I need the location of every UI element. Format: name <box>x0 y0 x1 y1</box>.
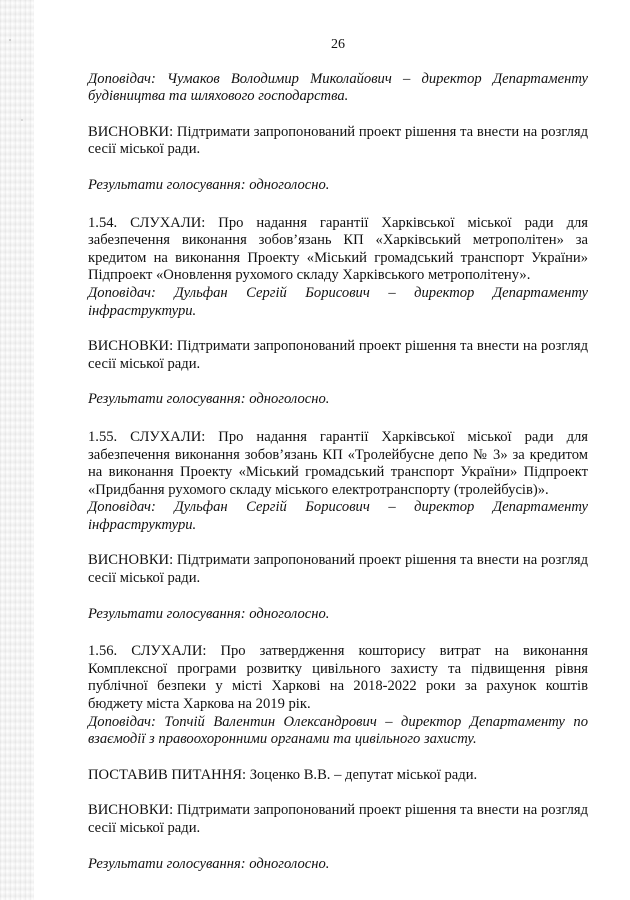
speaker-line: Доповідач: Топчій Валентин Олександрович – директор Департаменту по взаємодії з правоохоронними органами та цивільного захисту. <box>88 713 588 748</box>
speaker-line: Доповідач: Чумаков Володимир Миколайович – директор Департаменту будівництва та шляхового господарства. <box>88 70 588 105</box>
heard-item-1-56: 1.56. СЛУХАЛИ: Про затвердження кошторису витрат на виконання Комплексної програми розвитку цивільного захисту та підвищення рівня публічної безпеки у місті Харкові на 2018-2022 роки за рахунок коштів бюджету міста Харкова на 2019 рік. <box>88 643 588 713</box>
conclusion-line: ВИСНОВКИ: Підтримати запропонований проект рішення та внести на розгляд сесії міської ради. <box>88 802 588 836</box>
vote-result: Результати голосування: одноголосно. <box>88 391 330 408</box>
heard-item-1-54: 1.54. СЛУХАЛИ: Про надання гарантії Харківської міської ради для забезпечення виконання зобов’язань КП «Харківський метрополітен» за кредитом на виконання Проекту «Міський громадський транспорт України» Підпроект «Оновлення рухомого складу Харківського метрополітену». <box>88 214 588 284</box>
vote-result: Результати голосування: одноголосно. <box>88 855 330 872</box>
conclusion-line: ВИСНОВКИ: Підтримати запропонований проект рішення та внести на розгляд сесії міської ради. <box>88 338 588 372</box>
speaker-line: Доповідач: Дульфан Сергій Борисович – директор Департаменту інфраструктури. <box>88 284 588 319</box>
vote-result: Результати голосування: одноголосно. <box>88 605 330 622</box>
vote-result: Результати голосування: одноголосно. <box>88 176 330 193</box>
conclusion-line: ВИСНОВКИ: Підтримати запропонований проект рішення та внести на розгляд сесії міської ради. <box>88 123 588 158</box>
page-number: 26 <box>331 37 345 52</box>
scan-edge-artifact <box>0 0 34 900</box>
speaker-line: Доповідач: Дульфан Сергій Борисович – директор Департаменту інфраструктури. <box>88 499 588 533</box>
question-line: ПОСТАВИВ ПИТАННЯ: Зоценко В.В. – депутат міської ради. <box>88 766 478 783</box>
heard-item-1-55: 1.55. СЛУХАЛИ: Про надання гарантії Харківської міської ради для забезпечення виконання зобов’язань КП «Тролейбусне депо № 3» за кредитом на виконання Проекту «Міський громадський транспорт України» Підпроект «Придбання рухомого складу міського електротранспорту (тролейбусів)». <box>88 428 588 498</box>
document-page <box>88 36 588 873</box>
conclusion-line: ВИСНОВКИ: Підтримати запропонований проект рішення та внести на розгляд сесії міської ради. <box>88 552 588 587</box>
